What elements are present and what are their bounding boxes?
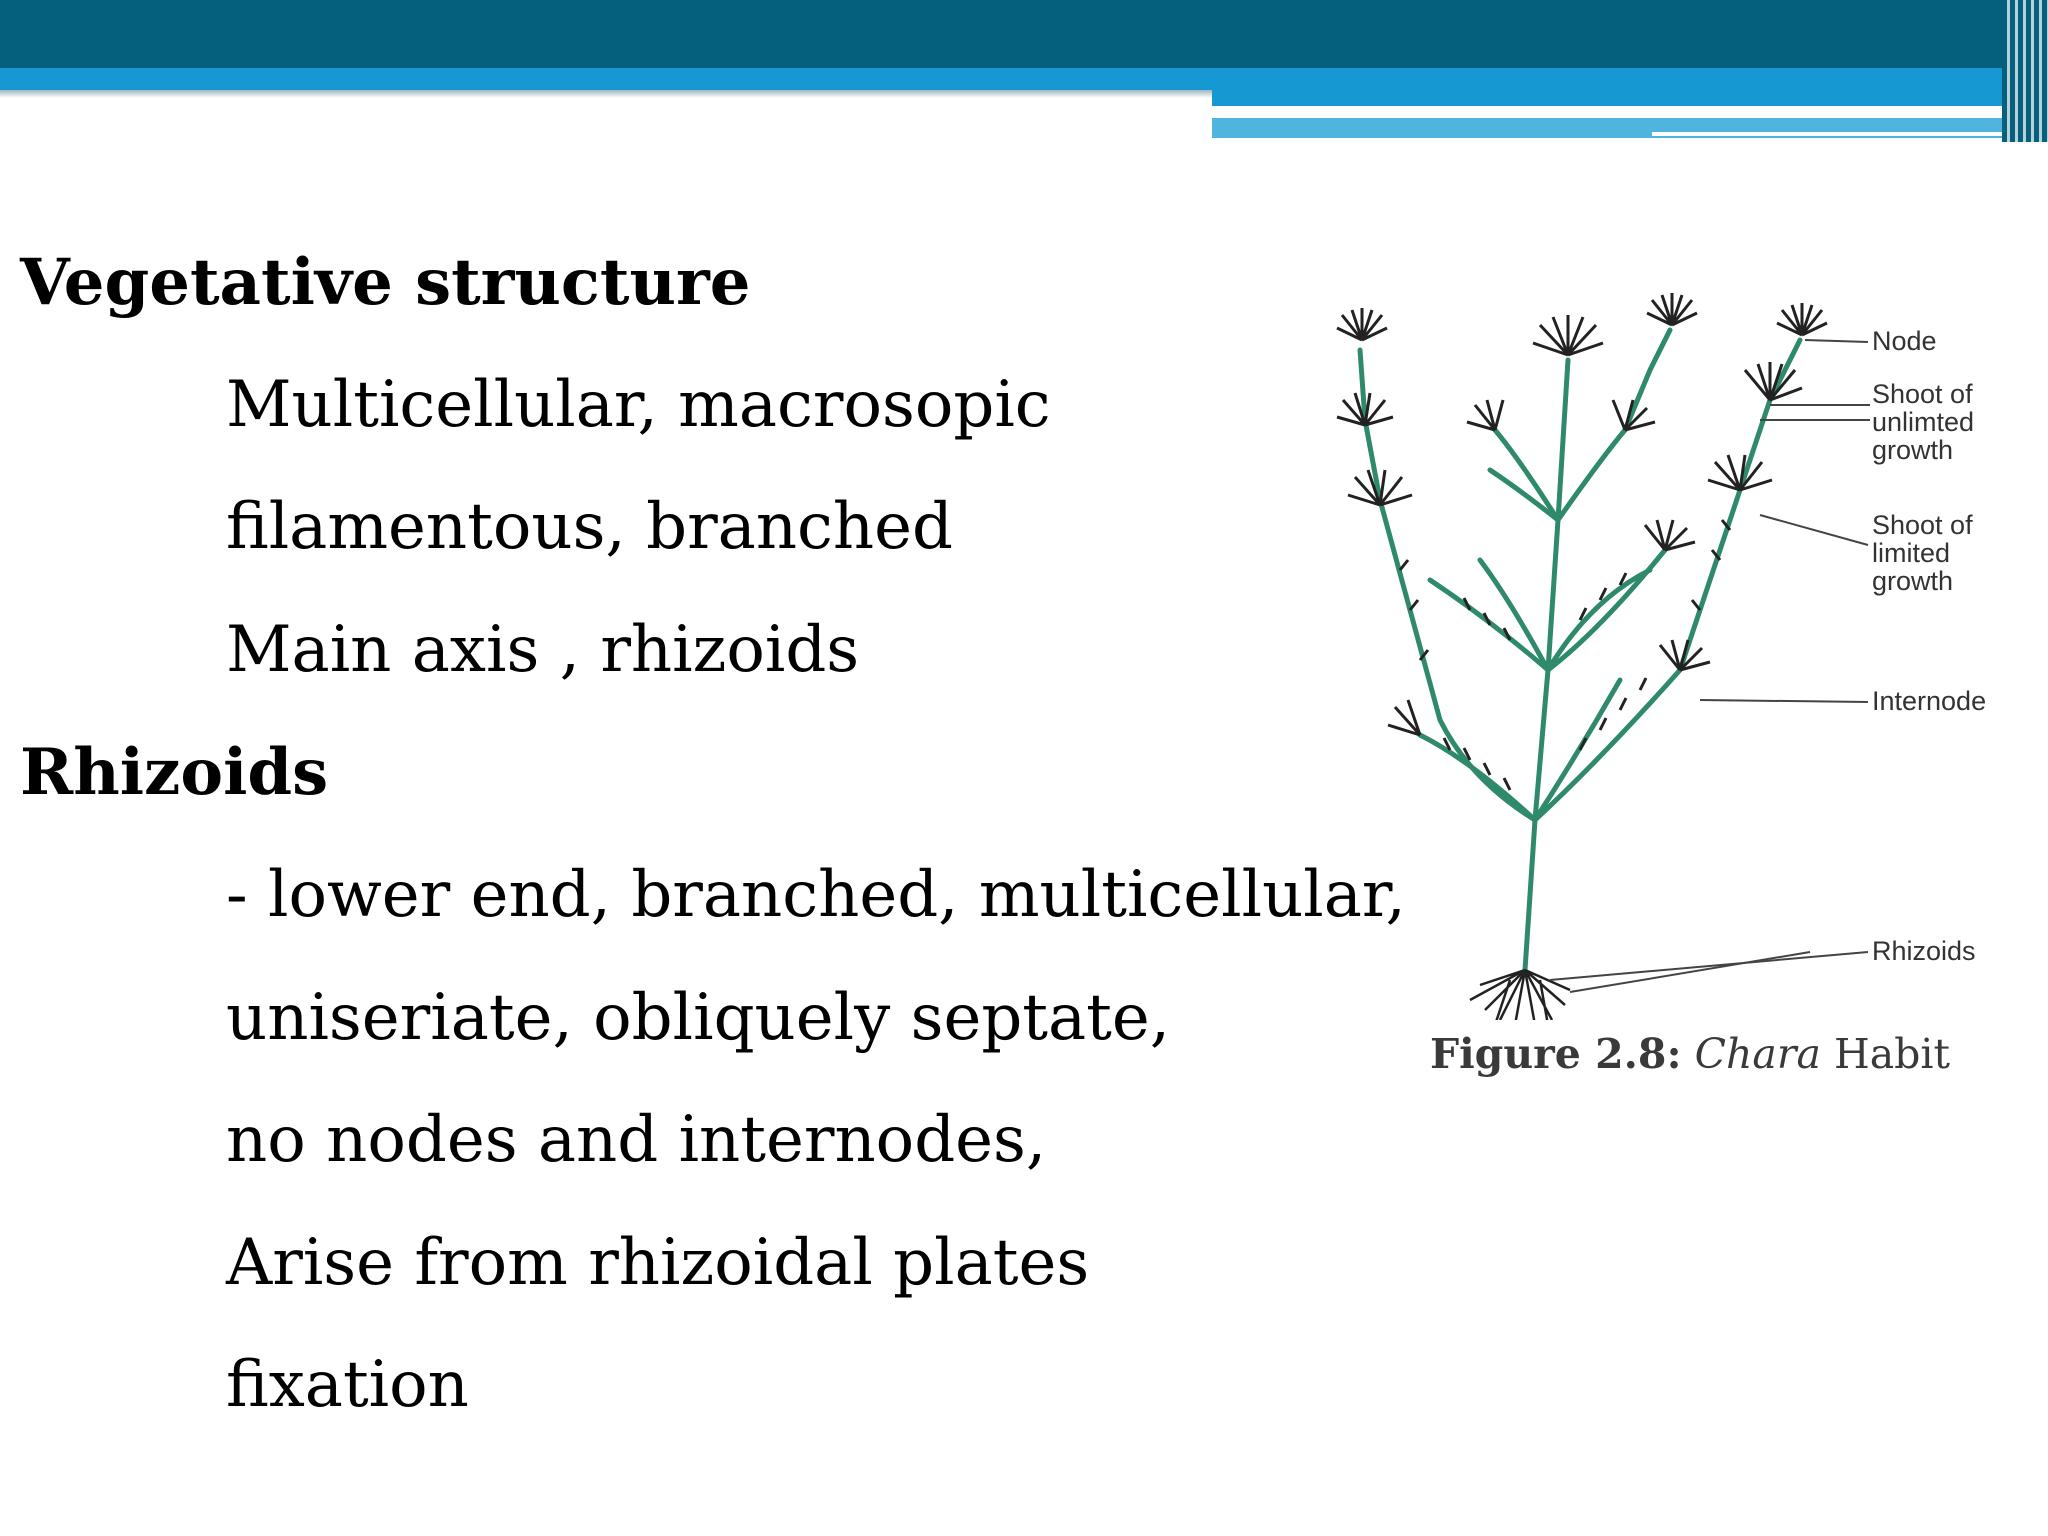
text-line: uniseriate, obliquely septate, [226,981,1171,1055]
chara-illustration [1320,280,2020,1020]
text-line: no nodes and internodes, [226,1103,1047,1177]
text-line: Main axis , rhizoids [226,613,860,687]
banner-light-band [0,68,1212,90]
label-limited-3: growth [1872,566,1954,596]
heading-rhizoids: Rhizoids [20,735,329,810]
text-line: Multicellular, macrosopic [226,368,1051,442]
banner-light-band-right [1212,68,2002,106]
banner-white-line-short [1652,132,2007,136]
figure-caption [1430,1030,1950,1078]
banner-white-line [1212,110,1897,115]
label-limited-2: limited [1872,538,1951,568]
text-line: fixation [226,1348,469,1422]
label-node: Node [1872,326,1937,356]
banner-dark-band [0,0,2048,70]
label-unlimited-2: unlimted [1872,407,1975,437]
caption-genus: Chara [1694,1030,1821,1078]
text-line: - lower end, branched, multicellular, [226,858,1406,932]
text-line: Arise from rhizoidal plates [226,1226,1090,1300]
text-line: filamentous, branched [226,490,953,564]
caption-word: Habit [1833,1030,1950,1078]
banner-shadow [0,90,1212,98]
label-unlimited-3: growth [1872,435,1954,465]
label-unlimited-1: Shoot of [1872,379,1973,409]
chara-habit-figure [1320,280,2020,1100]
label-internode: Internode [1872,686,1987,716]
label-rhizoids: Rhizoids [1872,936,1976,966]
banner-stripes [2002,0,2048,142]
slide-banner [0,0,2048,150]
heading-vegetative-structure: Vegetative structure [20,245,751,320]
label-limited-1: Shoot of [1872,510,1973,540]
caption-number: Figure 2.8: [1430,1030,1682,1078]
